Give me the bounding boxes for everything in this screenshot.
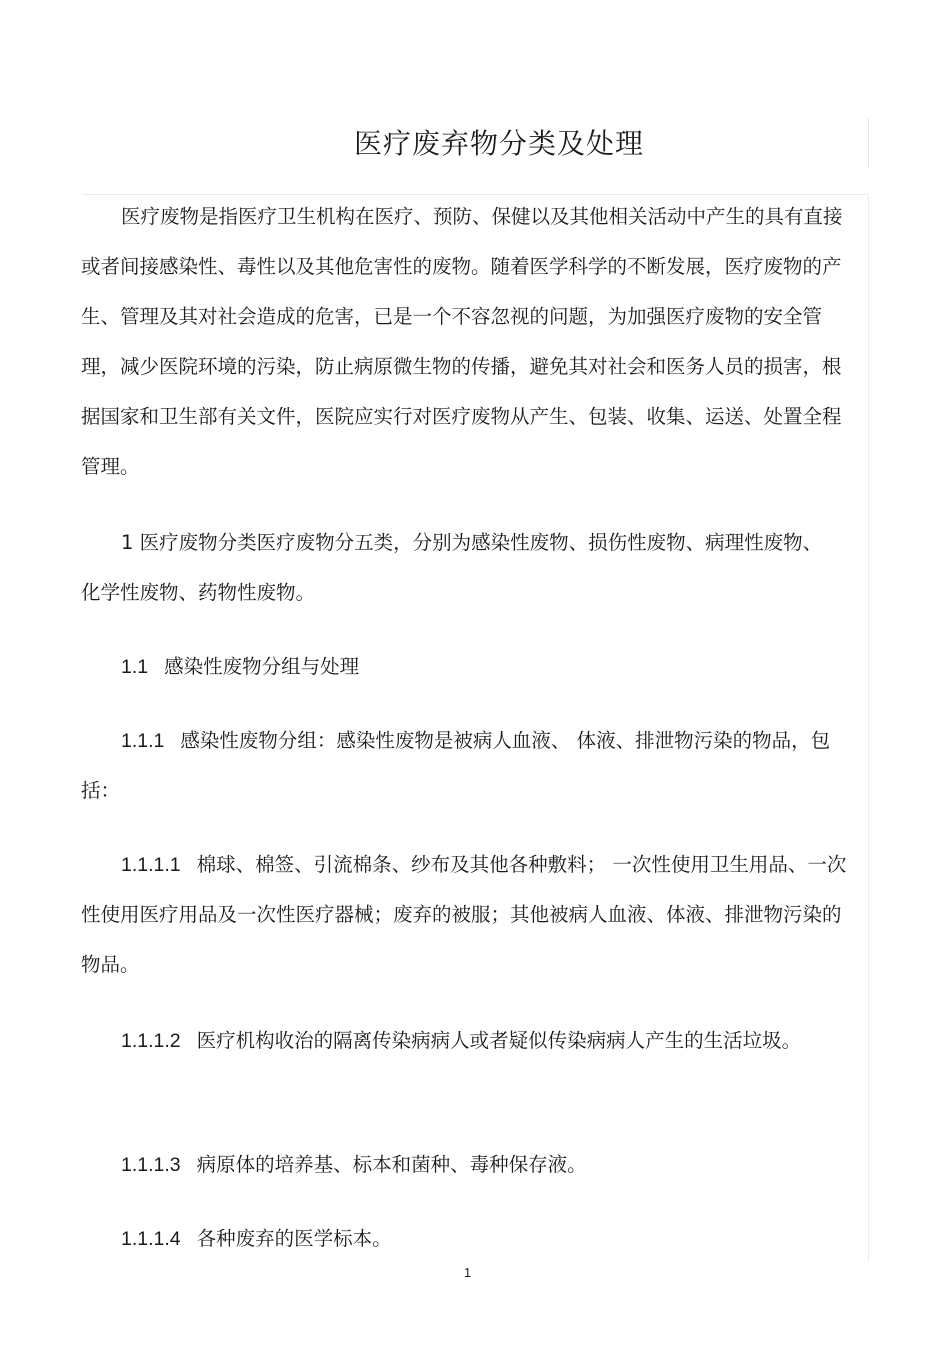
section-number: 1.1.1.1 xyxy=(121,854,181,876)
section-number: 1.1.1 xyxy=(121,730,165,752)
section-1-1-heading xyxy=(81,642,851,692)
section-1-1-1-paragraph xyxy=(81,716,856,816)
page-number: 1 xyxy=(463,1265,472,1280)
section-number: 1.1.1.3 xyxy=(121,1154,181,1176)
section-text: 各种废弃的医学标本。 xyxy=(196,1227,392,1250)
intro-paragraph: 医疗废物是指医疗卫生机构在医疗、预防、保健以及其他相关活动中产生的具有直接或者间接感染性、毒性以及其他危害性的废物。随着医学科学的不断发展，医疗废物的产生、管理及其对社会造成的危害，已是一个不容忽视的问题，为加强医疗废物的安全管理，减少医院环境的污染，防止病原微生物的传播，避免其对社会和医务人员的损害，根据国家和卫生部有关文件，医院应实行对医疗废物从产生、包装、收集、运送、处置全程管理。 xyxy=(81,205,843,478)
section-number: 1.1.1.2 xyxy=(121,1030,181,1052)
section-text: 感染性废物分组：感染性废物是被病人血液、 体液、排泄物污染的物品，包括： xyxy=(81,729,831,802)
section-text: 棉球、棉签、引流棉条、纱布及其他各种敷料； 一次性使用卫生用品、一次性使用医疗用品及一次性医疗器械；废弃的被服；其他被病人血液、体液、排泄物污染的物品。 xyxy=(81,853,847,976)
section-number: 1.1.1.4 xyxy=(121,1228,181,1250)
document-title: 医疗废弃物分类及处理 xyxy=(353,127,644,160)
section-1-paragraph: 1 医疗废物分类医疗废物分五类，分别为感染性废物、损伤性废物、病理性废物、化学性废物、药物性废物。 xyxy=(81,531,823,604)
page-edge-line xyxy=(868,196,869,1262)
section-number: 1.1 xyxy=(121,656,149,678)
section-1-1-1-1-paragraph xyxy=(81,840,856,990)
section-1-1-1-2-paragraph xyxy=(81,1016,826,1066)
section-text: 病原体的培养基、标本和菌种、毒种保存液。 xyxy=(196,1153,587,1176)
section-text: 医疗机构收治的隔离传染病病人或者疑似传染病病人产生的生活垃圾。 xyxy=(196,1029,802,1052)
section-1-1-1-3-paragraph xyxy=(81,1140,851,1190)
section-1-1-1-4-paragraph xyxy=(81,1214,851,1264)
section-text: 感染性废物分组与处理 xyxy=(164,655,360,678)
